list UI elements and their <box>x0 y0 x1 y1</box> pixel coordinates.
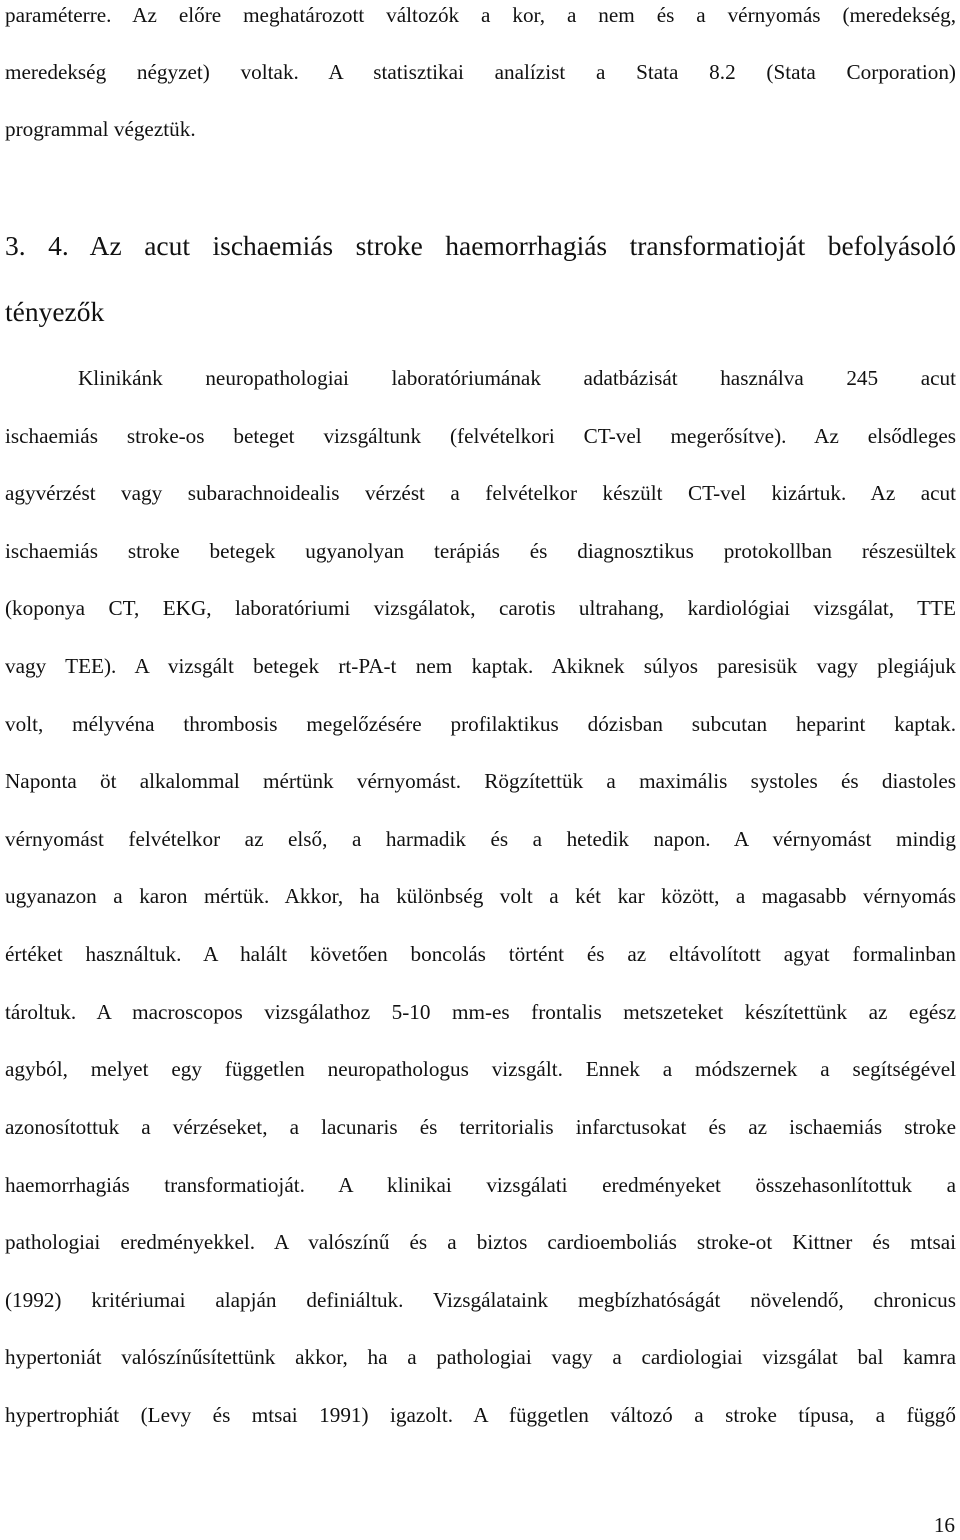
body-line-18: hypertoniát valószínűsítettünk akkor, ha a pathologiai vagy a cardiologiai vizsgálat bal kamra <box>5 1345 956 1369</box>
body-line-15: haemorrhagiás transformatioját. A klinikai vizsgálati eredményeket összehasonlítottuk a <box>5 1173 956 1197</box>
body-line-19: hypertrophiát (Levy és mtsai 1991) igazolt. A független változó a stroke típusa, a függő <box>5 1403 956 1427</box>
body-line-8: Naponta öt alkalommal mértünk vérnyomást. Rögzítettük a maximális systoles és diastoles <box>5 769 956 793</box>
intro-line-2: meredekség négyzet) voltak. A statisztikai analízist a Stata 8.2 (Stata Corporation) <box>5 60 956 84</box>
section-heading-line-2: tényezők <box>5 296 105 327</box>
intro-line-3: programmal végeztük. <box>5 117 196 141</box>
body-line-7: volt, mélyvéna thrombosis megelőzésére profilaktikus dózisban subcutan heparint kaptak. <box>5 712 956 736</box>
body-line-5: (koponya CT, EKG, laboratóriumi vizsgálatok, carotis ultrahang, kardiológiai vizsgálat, TTE <box>5 596 956 620</box>
body-line-16: pathologiai eredményekkel. A valószínű és a biztos cardioemboliás stroke-ot Kittner és mtsai <box>5 1230 956 1254</box>
body-line-3: agyvérzést vagy subarachnoidealis vérzést a felvételkor készült CT-vel kizártuk. Az acut <box>5 481 956 505</box>
section-number: 3. 4. <box>5 230 69 261</box>
body-line-14: azonosítottuk a vérzéseket, a lacunaris és territorialis infarctusokat és az ischaemiás stroke <box>5 1115 956 1139</box>
body-line-12: tároltuk. A macroscopos vizsgálathoz 5-10 mm-es frontalis metszeteket készítettünk az egész <box>5 1000 956 1024</box>
body-line-1: Klinikánk neuropathologiai laboratóriumának adatbázisát használva 245 acut <box>78 366 956 390</box>
body-line-10: ugyanazon a karon mértük. Akkor, ha különbség volt a két kar között, a magasabb vérnyomás <box>5 884 956 908</box>
section-title: Az acut ischaemiás stroke haemorrhagiás transformatioját befolyásoló <box>89 230 957 261</box>
intro-line-1: paraméterre. Az előre meghatározott változók a kor, a nem és a vérnyomás (meredekség, <box>5 3 956 27</box>
body-line-6: vagy TEE). A vizsgált betegek rt-PA-t nem kaptak. Akiknek súlyos paresisük vagy plegiájuk <box>5 654 956 678</box>
body-line-9: vérnyomást felvételkor az első, a harmadik és a hetedik napon. A vérnyomást mindig <box>5 827 956 851</box>
body-line-2: ischaemiás stroke-os beteget vizsgáltunk (felvételkori CT-vel megerősítve). Az elsődleges <box>5 424 956 448</box>
body-line-17: (1992) kritériumai alapján definiáltuk. Vizsgálataink megbízhatóságát növelendő, chronicus <box>5 1288 956 1312</box>
page-number: 16 <box>933 1513 955 1537</box>
body-line-11: értéket használtuk. A halált követően boncolás történt és az eltávolított agyat formalinban <box>5 942 956 966</box>
section-heading-line-1 <box>5 228 956 264</box>
body-line-13: agyból, melyet egy független neuropathologus vizsgált. Ennek a módszernek a segítségével <box>5 1057 956 1081</box>
body-line-4: ischaemiás stroke betegek ugyanolyan terápiás és diagnosztikus protokollban részesültek <box>5 539 956 563</box>
